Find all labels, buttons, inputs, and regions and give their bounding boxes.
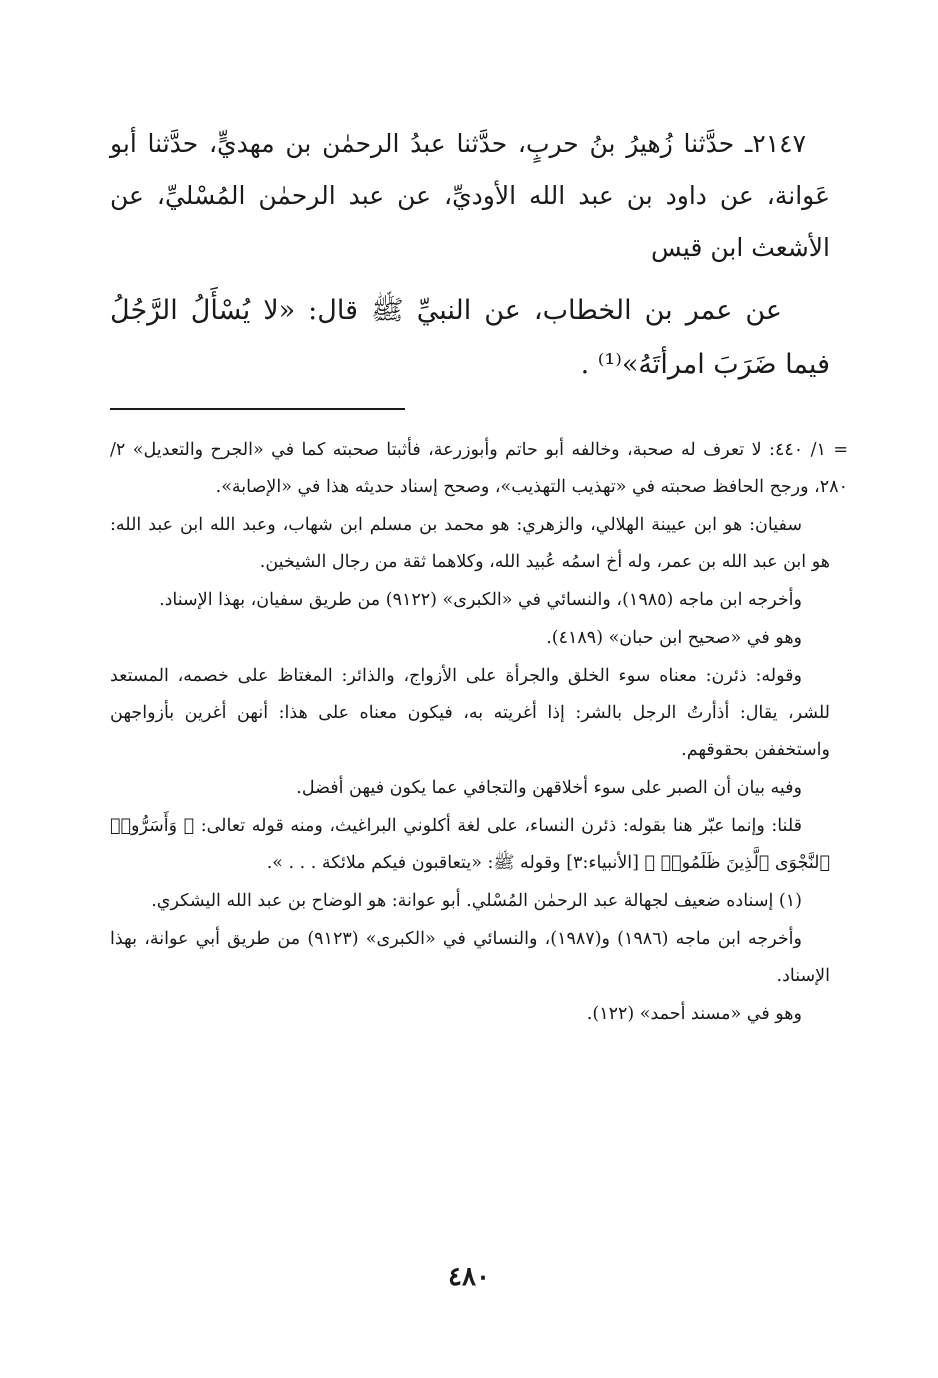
note-paragraph: وهو في «صحيح ابن حبان» (٤١٨٩). [546, 628, 802, 648]
footnotes [110, 432, 848, 1033]
note-paragraph: قلنا: وإنما عبّر هنا بقوله: ذئرن النساء، على لغة أكلوني البراغيث، ومنه قوله تعالى: ﴿ وَأَسَرُّوا۟ ٱلنَّجْوَى ٱلَّذِينَ ظَلَمُوا۟ ﴾ [الأنبياء:٣] وقوله ﷺ: «يتعاقبون فيكم ملائكة . . . ». [110, 816, 830, 873]
note-paragraph: وقوله: ذئرن: معناه سوء الخلق والجرأة على الأزواج، والذائر: المغتاظ على خصمه، المستعد للشر، يقال: أذأرتُ الرجل بالشر: إذا أغريته به، فيكون معناه على هذا: أنهن أغرين بأزواجهن واستخففن بحقوقهم. [110, 666, 830, 760]
footnote-1: (١) إسناده ضعيف لجهالة عبد الرحمٰن المُسْلي. أبو عوانة: هو الوضاح بن عبد الله اليشكري. [151, 891, 802, 911]
note-paragraph: سفيان: هو ابن عيينة الهلالي، والزهري: هو محمد بن مسلم ابن شهاب، وعبد الله ابن عبد الله: هو ابن عبد الله بن عمر، وله أخ اسمُه عُبيد الله، وكلاهما ثقة من رجال الشيخين. [110, 515, 830, 572]
note-continuation: = ١/ ٤٤٠: لا تعرف له صحبة، وخالفه أبو حاتم وأبوزرعة، فأثبتا صحبته كما في «الجرح والتعديل» ٢/ ٢٨٠، ورجح الحافظ صحبته في «تهذيب التهذيب»، وصحح إسناد حديثه هذا في «الإصابة». [110, 440, 848, 497]
book-page [110, 118, 848, 1034]
note-paragraph: وأخرجه ابن ماجه (١٩٨٦) و(١٩٨٧)، والنسائي في «الكبرى» (٩١٢٣) من طريق أبي عوانة، بهذا الإسناد. [110, 929, 830, 986]
main-text [110, 118, 830, 392]
hadith-chain: ٢١٤٧ـ حدَّثنا زُهيرُ بنُ حربٍ، حدَّثنا عبدُ الرحمٰن بن مهديٍّ، حدَّثنا أبو عَوانة، عن داود بن عبد الله الأوديِّ، عن عبد الرحمٰن المُسْليِّ، عن الأشعث ابن قيس [110, 129, 830, 262]
page-number: ٤٨٠ [448, 1262, 490, 1292]
note-paragraph: وفيه بيان أن الصبر على سوء أخلاقهن والتجافي عما يكون فيهن أفضل. [296, 778, 802, 798]
note-paragraph: وأخرجه ابن ماجه (١٩٨٥)، والنسائي في «الكبرى» (٩١٢٢) من طريق سفيان، بهذا الإسناد. [159, 590, 802, 610]
footnote-divider [110, 408, 405, 410]
hadith-text: عن عمر بن الخطاب، عن النبيِّ ﷺ قال: «لا يُسْأَلُ الرَّجُلُ فيما ضَرَبَ امرأتَهُ»⁽¹⁾ . [110, 295, 830, 380]
note-paragraph: وهو في «مسند أحمد» (١٢٢). [586, 1004, 802, 1024]
